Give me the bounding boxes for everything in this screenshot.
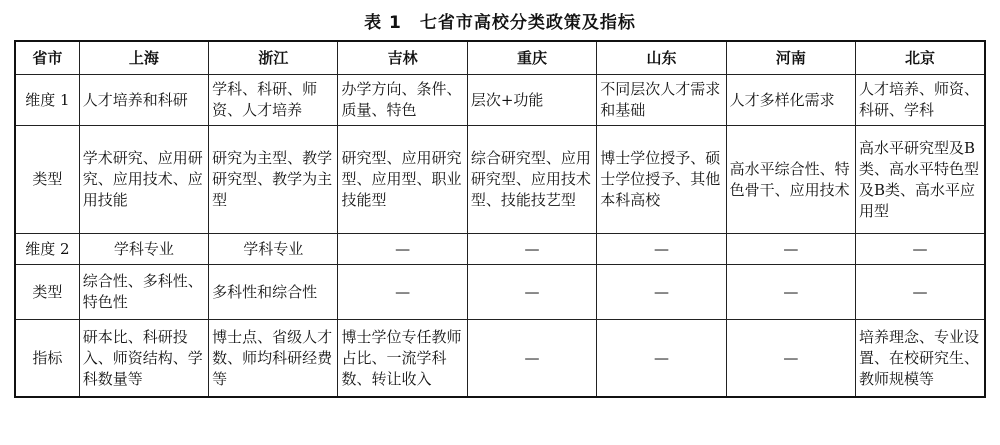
table-cell: — [467, 320, 596, 398]
table-cell: 高水平研究型及B类、高水平特色型及B类、高水平应用型 [856, 126, 985, 234]
header-row [15, 41, 985, 75]
table-cell: 博士点、省级人才数、师均科研经费等 [209, 320, 338, 398]
table-cell: 研究为主型、教学研究型、教学为主型 [209, 126, 338, 234]
table-cell: — [597, 234, 726, 265]
table-cell: 培养理念、专业设置、在校研究生、教师规模等 [856, 320, 985, 398]
header-zhejiang: 浙江 [209, 41, 338, 75]
table-cell: — [338, 234, 467, 265]
header-shandong: 山东 [597, 41, 726, 75]
table-title: 七省市高校分类政策及指标 [419, 13, 636, 33]
row-label: 维度 2 [15, 234, 79, 265]
row-label: 指标 [15, 320, 79, 398]
table-cell: 学科专业 [209, 234, 338, 265]
table-cell: 学科、科研、师资、人才培养 [209, 75, 338, 126]
header-beijing: 北京 [856, 41, 985, 75]
row-label: 类型 [15, 265, 79, 320]
table-cell: 综合性、多科性、特色性 [79, 265, 208, 320]
table-cell: 人才培养、师资、科研、学科 [856, 75, 985, 126]
table-caption [0, 8, 1000, 33]
table-cell: — [856, 234, 985, 265]
table-cell: 层次+功能 [467, 75, 596, 126]
table-number: 表 1 [364, 13, 402, 33]
table-row [15, 320, 985, 398]
table-row [15, 234, 985, 265]
table-cell: 博士学位授予、硕士学位授予、其他本科高校 [597, 126, 726, 234]
table-cell: — [338, 265, 467, 320]
table-cell: 人才多样化需求 [726, 75, 855, 126]
table-row [15, 75, 985, 126]
table-cell: 学科专业 [79, 234, 208, 265]
table-cell: — [856, 265, 985, 320]
table-cell: 研本比、科研投入、师资结构、学科数量等 [79, 320, 208, 398]
header-chongqing: 重庆 [467, 41, 596, 75]
table-cell: 研究型、应用研究型、应用型、职业技能型 [338, 126, 467, 234]
table-cell: 办学方向、条件、质量、特色 [338, 75, 467, 126]
table-cell: — [467, 265, 596, 320]
header-province: 省市 [15, 41, 79, 75]
table-row [15, 265, 985, 320]
table-cell: — [726, 265, 855, 320]
table-cell: — [597, 320, 726, 398]
table-row [15, 126, 985, 234]
header-henan: 河南 [726, 41, 855, 75]
table-cell: — [467, 234, 596, 265]
table-cell: 学术研究、应用研究、应用技术、应用技能 [79, 126, 208, 234]
table-cell: — [726, 320, 855, 398]
table-cell: 综合研究型、应用研究型、应用技术型、技能技艺型 [467, 126, 596, 234]
header-jilin: 吉林 [338, 41, 467, 75]
table-cell: 多科性和综合性 [209, 265, 338, 320]
table-cell: 博士学位专任教师占比、一流学科数、转让收入 [338, 320, 467, 398]
table-cell: 高水平综合性、特色骨干、应用技术 [726, 126, 855, 234]
row-label: 类型 [15, 126, 79, 234]
policy-table [14, 40, 986, 398]
header-shanghai: 上海 [79, 41, 208, 75]
table-cell: 不同层次人才需求和基础 [597, 75, 726, 126]
table-cell: — [597, 265, 726, 320]
table-cell: 人才培养和科研 [79, 75, 208, 126]
table-cell: — [726, 234, 855, 265]
row-label: 维度 1 [15, 75, 79, 126]
